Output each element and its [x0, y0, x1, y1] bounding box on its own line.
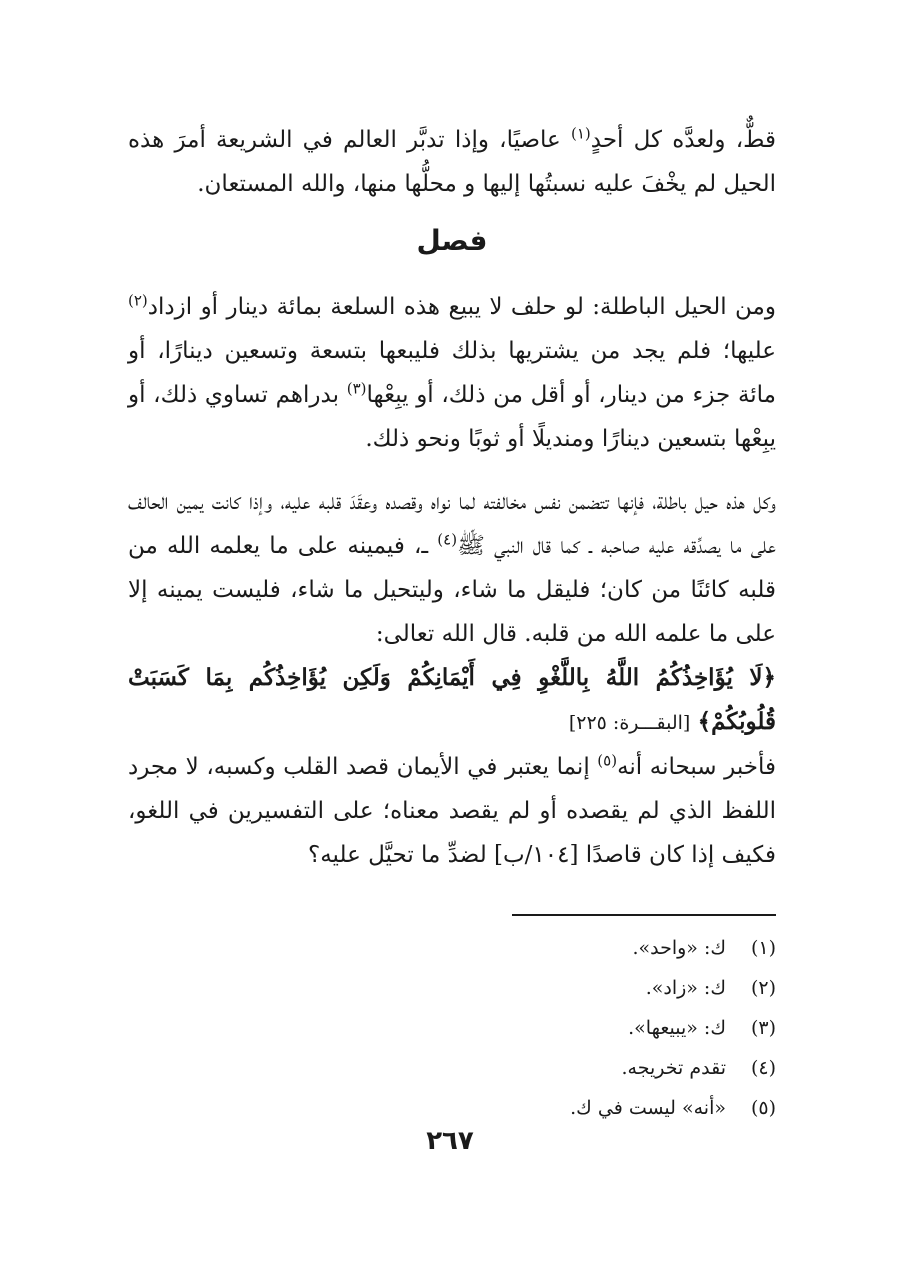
- paragraph-3-block-b: [128, 745, 776, 877]
- paragraph-1: [128, 118, 776, 206]
- quran-verse: ﴿لَا يُؤَاخِذُكُمُ اللَّهُ بِاللَّغْوِ فِي أَيْمَانِكُمْ وَلَكِن يُؤَاخِذُكُم بِمَا كَسَبَتْ قُلُوبُكُمْ﴾: [128, 664, 776, 735]
- footnote-ref-1: (١): [570, 124, 591, 143]
- paragraph-3-text-b: ـ، فيمينه على ما يعلمه الله من قلبه كائنًا من كان؛ فليقل ما شاء، وليتحيل ما شاء، فليست يمينه إلا على ما علمه الله من قلبه. قال الله تعالى:: [128, 533, 776, 647]
- footnote-number: (١): [750, 937, 776, 959]
- paragraph-3-text-c: فأخبر سبحانه أنه: [617, 754, 776, 780]
- paragraph-1-text-a: قطٌّ، ولعدَّه كل أحدٍ: [590, 127, 776, 153]
- footnotes: [128, 928, 776, 1128]
- footnote-text: ك: «زاد».: [645, 977, 726, 999]
- footnote-item: [128, 1048, 776, 1088]
- section-heading: فصل: [416, 224, 488, 257]
- paragraph-1-text-b: عاصيًا، وإذا تدبَّر العالم في الشريعة أمرَ هذه الحيل لم يخْفَ عليه نسبتُها إليها و محلُّها منها، والله المستعان.: [128, 127, 776, 197]
- footnote-item: [128, 1088, 776, 1128]
- paragraph-3-text-d: إنما يعتبر في الأيمان قصد القلب وكسبه، لا مجرد اللفظ الذي لم يقصده أو لم يقصد معناه؛ على التفسيرين في اللغو، فكيف إذا كان قاصدًا [١٠٤/ب] لضدِّ ما تحيَّل عليه؟: [128, 754, 776, 868]
- footnote-item: [128, 928, 776, 968]
- quran-reference: [البقـــرة: ٢٢٥]: [568, 712, 691, 734]
- paragraph-3-block-a: [128, 480, 776, 656]
- paragraph-2-text-b: عليها؛ فلم يجد من يشتريها بذلك فليبعها بتسعة وتسعين دينارًا، أو مائة جزء من دينار، أو أقل من ذلك، أو يبِعْها: [128, 338, 777, 408]
- paragraph-2-text-c: بدراهم تساوي ذلك، أو يبِعْها بتسعين دينارًا ومنديلًا أو ثوبًا ونحو ذلك.: [128, 382, 776, 452]
- footnote-ref-5: (٥): [597, 751, 618, 770]
- paragraph-3-text-a: وكل هذه حيل باطلة، فإنها تتضمن نفس مخالفته لما نواه وقصده وعقَدَ قلبه عليه، وإذا كانت يمين الحالف على ما يصدِّقه عليه صاحبه ـ كما قال النبي ﷺ: [128, 489, 776, 559]
- footnote-text: ك: «واحد».: [632, 937, 726, 959]
- footnote-item: [128, 968, 776, 1008]
- footnote-number: (٥): [750, 1097, 776, 1119]
- footnote-divider: [512, 914, 776, 916]
- footnote-number: (٣): [750, 1017, 776, 1039]
- footnote-ref-3: (٣): [346, 379, 367, 398]
- footnote-text: ك: «يبيعها».: [628, 1017, 726, 1039]
- paragraph-2-text-a: ومن الحيل الباطلة: لو حلف لا يبيع هذه السلعة بمائة دينار أو ازداد: [147, 294, 776, 320]
- footnote-number: (٢): [750, 977, 776, 999]
- footnote-text: «أنه» ليست في ك.: [570, 1097, 726, 1119]
- footnote-number: (٤): [750, 1057, 776, 1079]
- footnote-ref-2: (٢): [128, 291, 148, 310]
- footnote-item: [128, 1008, 776, 1048]
- quran-verse-line: [128, 656, 776, 745]
- footnote-ref-4: (٤): [437, 530, 458, 549]
- footnote-text: تقدم تخريجه.: [621, 1057, 726, 1079]
- paragraph-3: [128, 480, 776, 877]
- page-number: ٢٦٧: [426, 1126, 474, 1156]
- paragraph-2: [128, 285, 776, 461]
